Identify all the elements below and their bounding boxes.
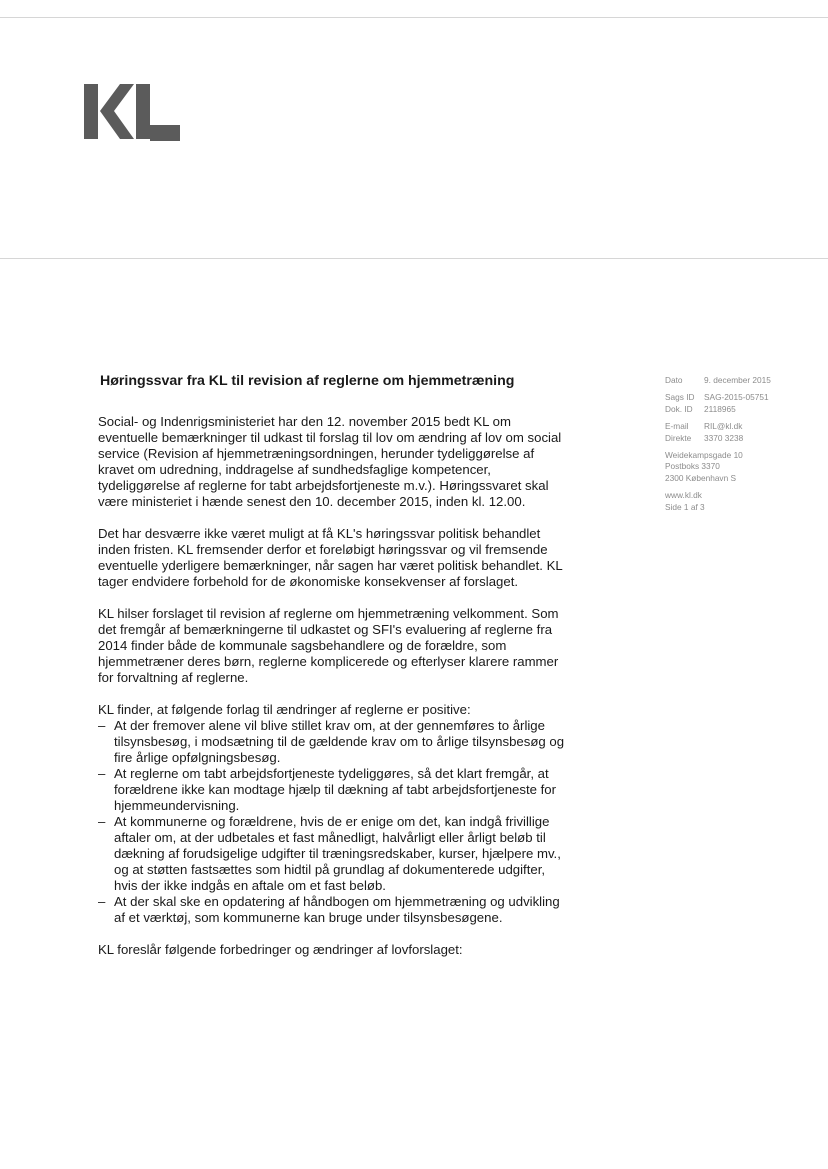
sidebar-metadata <box>665 375 815 519</box>
dok-id-label: Dok. ID <box>665 403 693 414</box>
address-line-3: 2300 København S <box>665 472 737 483</box>
address-line-1: Weidekampsgade 10 <box>665 450 743 461</box>
list-item: – At reglerne om tabt arbejdsfortjeneste tydeliggøres, så det klart fremgår, at forældrene ikke kan modtage hjælp til dækning af tabt arbejdsfortjeneste for hjemmeundervisning. <box>98 766 568 814</box>
scan-line-mid <box>0 258 828 259</box>
list-item: – At der skal ske en opdatering af håndbogen om hjemmetræning og udvikling af et værktøj, som kommunerne kan bruge under tilsynsbesøgene. <box>98 894 568 926</box>
paragraph-welcome: KL hilser forslaget til revision af reglerne om hjemmetræning velkomment. Som det fremgår af bemærkningerne til udkastet og SFI's evaluering af reglerne fra 2014 finder både de kommunale sagsbehandlere og de forældre, som hjemmetræner deres børn, reglerne komplicerede og efterlyser klarere rammer for forvaltning af reglerne. <box>98 606 559 685</box>
email-label: E-mail <box>665 421 689 432</box>
paragraph-improvements-intro: KL foreslår følgende forbedringer og ændringer af lovforslaget: <box>98 942 463 957</box>
dok-id-value: 2118965 <box>704 403 736 414</box>
direkte-value: 3370 3238 <box>704 432 744 443</box>
list-item: – At der fremover alene vil blive stillet krav om, at der gennemføres to årlige tilsynsbesøg, i modsætning til de gældende krav om to årlige tilsynsbesøg og fire årlige opfølgningsbesøg. <box>98 718 568 766</box>
list-item: – At kommunerne og forældrene, hvis de er enige om det, kan indgå frivillige aftaler om, at der udbetales et fast månedligt, halvårligt eller årligt beløb til dækning af forudsigelige udgifter til træningsredskaber, kurser, hjælpere mv., og at støtten fastsættes som hidtil på grundlag af dokumenterede udgifter, hvis der ikke indgås en aftale om et fast beløb. <box>98 814 568 894</box>
paragraph-request: Social- og Indenrigsministeriet har den 12. november 2015 bedt KL om eventuelle bemærkninger til udkast til forslag til lov om ændring af lov om social service (Revision af hjemmetræningsordningen, herunder tydeliggørelse af kravet om udredning, inddragelse af sundhedsfaglige kompetencer, tydeliggørelse af reglerne for tabt arbejdsfortjeneste m.v.). Høringssvaret skal være ministeriet i hænde senest den 10. december 2015, inden kl. 12.00. <box>98 414 562 509</box>
scan-line-top <box>0 17 828 18</box>
positive-list <box>98 718 568 926</box>
address-line-2: Postboks 3370 <box>665 461 720 472</box>
sags-id-label: Sags ID <box>665 392 695 403</box>
kl-logo <box>84 84 184 142</box>
page-title: Høringssvar fra KL til revision af reglerne om hjemmetræning <box>100 373 515 389</box>
website-link[interactable]: www.kl.dk <box>665 490 702 501</box>
paragraph-positive-intro: KL finder, at følgende forlag til ændringer af reglerne er positive: <box>98 702 471 717</box>
paragraph-reservation: Det har desværre ikke været muligt at få KL's høringssvar politisk behandlet inden fristen. KL fremsender derfor et foreløbigt høringssvar og vil fremsende eventuelle yderligere bemærkninger, når sagen har været politisk behandlet. KL tager endvidere forbehold for de økonomiske konsekvenser af forslaget. <box>98 526 563 589</box>
sags-id-value: SAG-2015-05751 <box>704 392 769 403</box>
email-value[interactable]: RIL@kl.dk <box>704 421 743 432</box>
direkte-label: Direkte <box>665 432 692 443</box>
dato-value: 9. december 2015 <box>704 375 771 385</box>
dato-label: Dato <box>665 375 683 385</box>
page-number: Side 1 af 3 <box>665 501 705 512</box>
letter-body <box>98 414 568 974</box>
